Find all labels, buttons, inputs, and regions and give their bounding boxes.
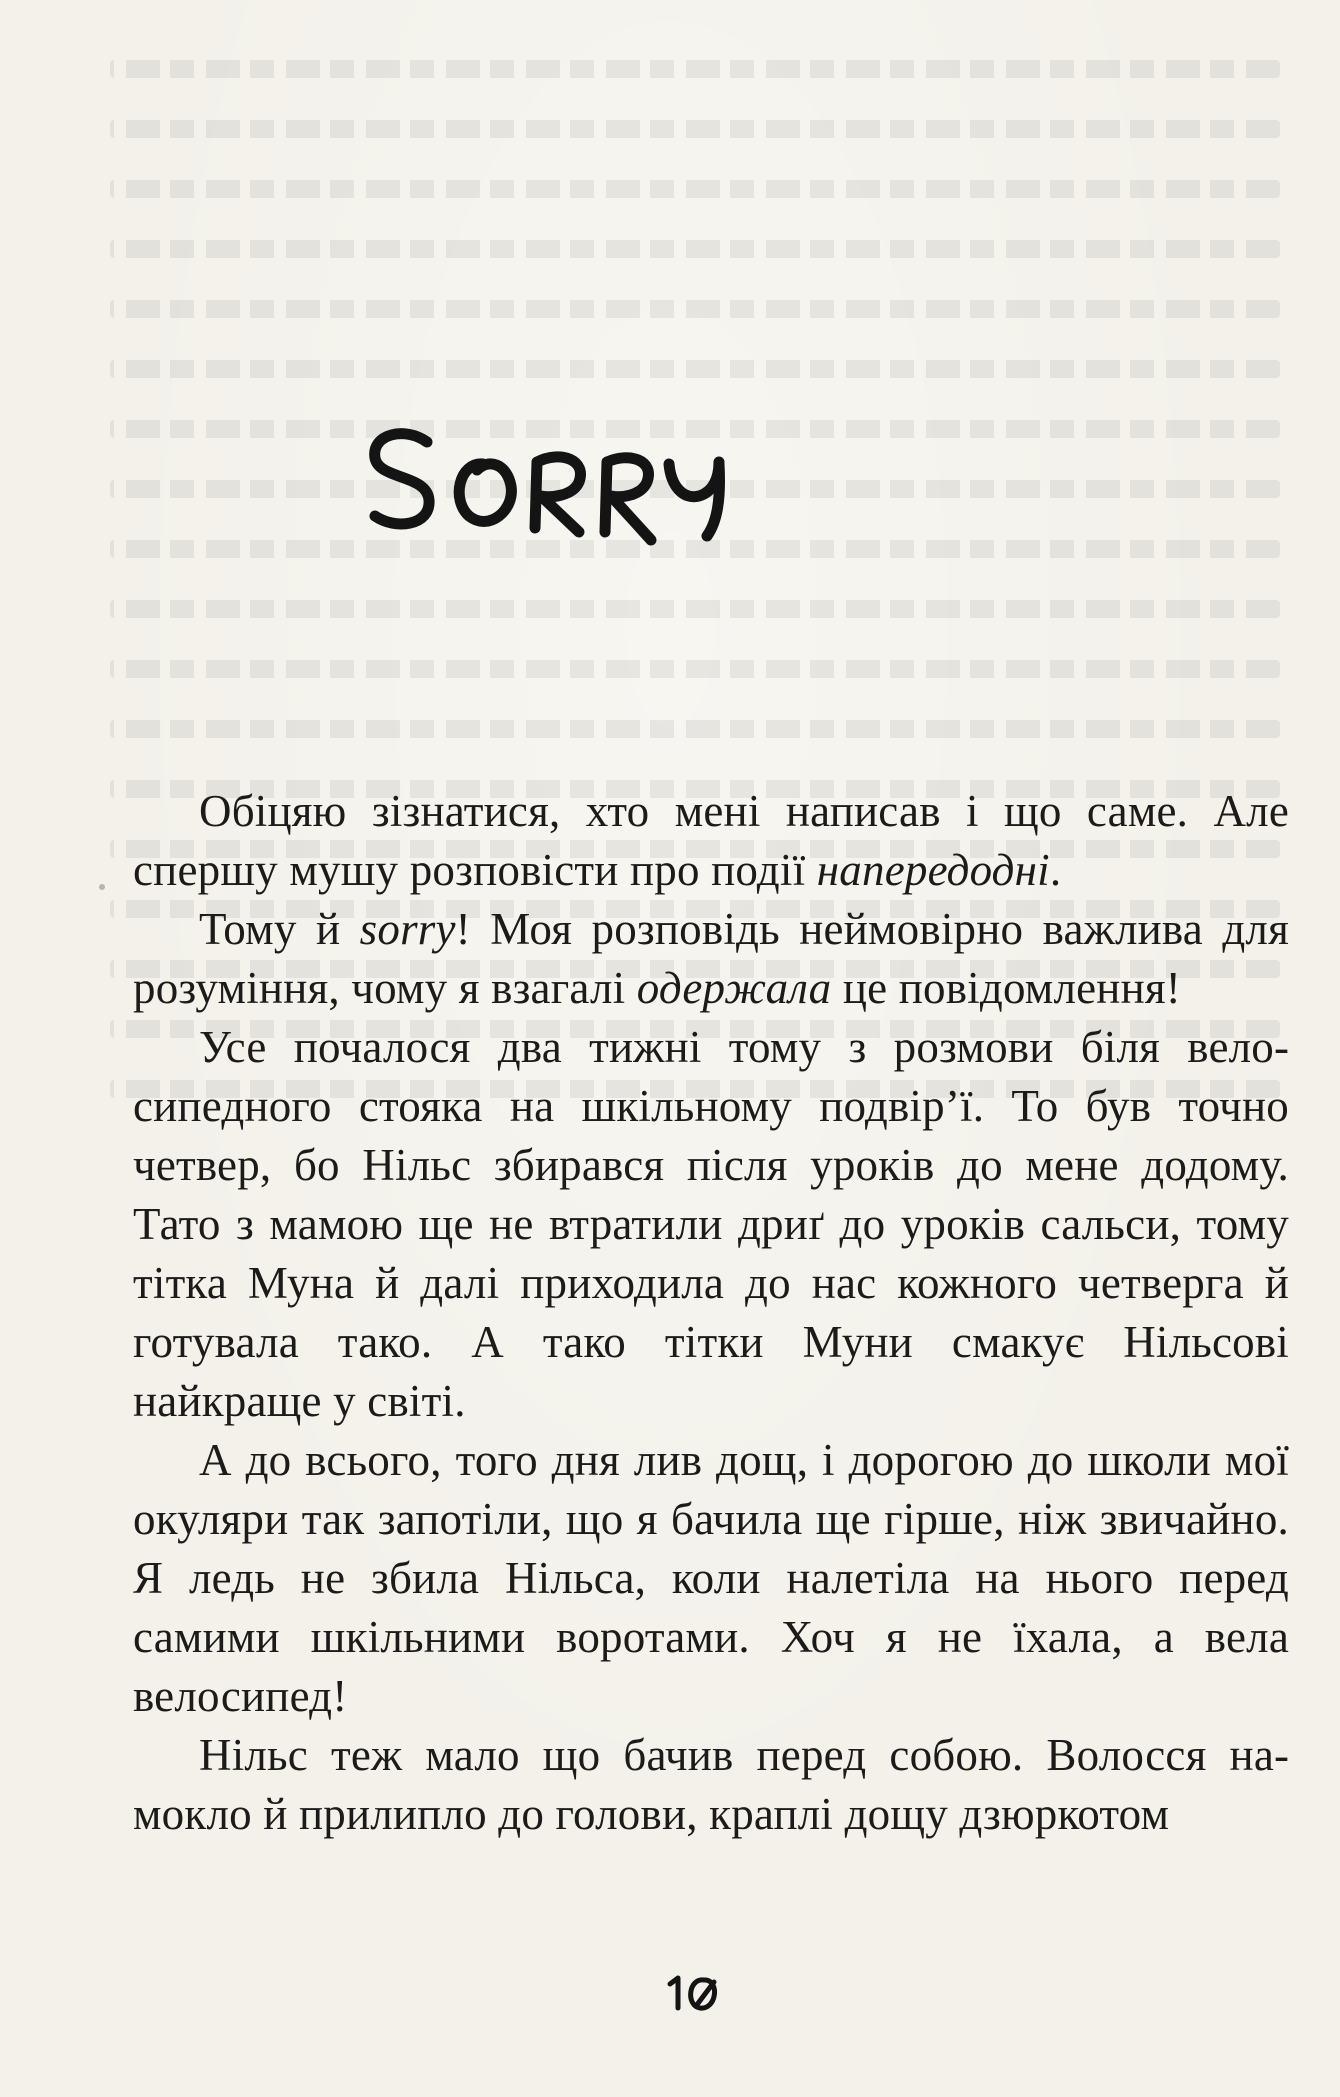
chapter-title [365,400,765,560]
paragraph-3-text: Усе почалося два тижні тому з розмови біля велосипедного стояка на шкільному подвір’ї. То був точно четвер, бо Нільс збирався після уроків до мене додому. Тато з мамою ще не втратили дриґ до уроків сальси, тому тітка Муна й далі приходила до нас кожного четверга й готувала тако. А тако тітки Муни смакує Нільсові найкраще у світі. [133,1022,1289,1426]
paragraph-5-text: Нільс теж мало що бачив перед собою. Волосся намокло й прилипло до голови, краплі дощу дзюркотом [133,1730,1289,1839]
page-number-handwriting [640,1972,740,2012]
paragraph-2-text-a: Тому й [199,904,360,954]
paragraph-1-end: . [1049,845,1062,895]
paper-speck [99,884,105,890]
paragraph-1-italic: напередодні [816,845,1050,895]
paragraph-4 [133,1431,1289,1726]
paragraph-1 [133,782,1289,900]
body-text [133,782,1289,1844]
page-number [640,1972,740,2012]
paragraph-4-text: А до всього, того дня лив дощ, і дорогою до школи мої окуляри так запотіли, що я бачила ще гірше, ніж звичайно. Я ледь не збила Нільса, коли налетіла на нього перед самими шкільними воротами. Хоч я не їхала, а вела велосипед! [133,1435,1289,1721]
paragraph-2-text-c: це повідомлення! [831,963,1181,1013]
paragraph-2-italic-a: sorry [359,904,456,954]
paragraph-2-italic-b: одержала [636,963,832,1013]
paragraph-1-text: Обіцяю зізнатися, хто мені написав і що саме. Але спершу мушу розповісти про події [133,786,1289,895]
paragraph-5 [133,1726,1289,1844]
paragraph-3 [133,1018,1289,1431]
chapter-title-handwriting [365,400,765,560]
paragraph-2 [133,900,1289,1018]
paragraph-2-text-b: ! Моя розповідь неймовірно важлива для розуміння, чому я взагалі [133,904,1289,1013]
